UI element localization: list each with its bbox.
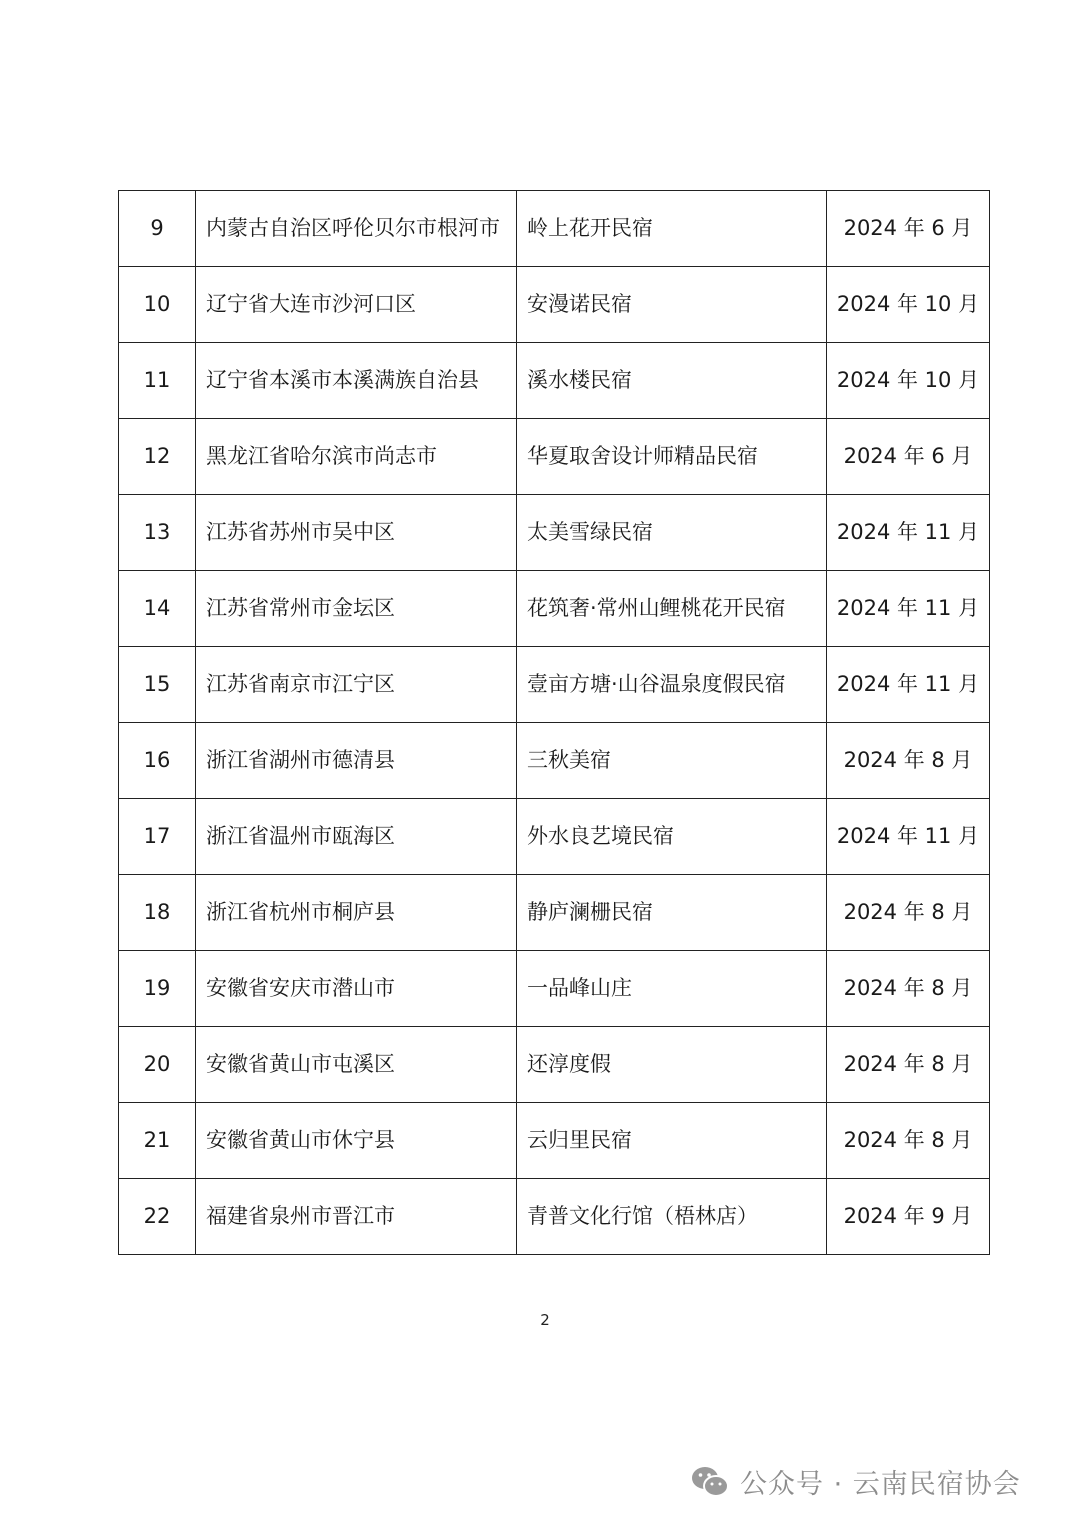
table-row (119, 799, 990, 875)
row-number-cell: 10 (119, 267, 196, 343)
table-row (119, 571, 990, 647)
region-cell: 江苏省常州市金坛区 (196, 571, 517, 647)
date-cell: 2024 年 8 月 (827, 951, 990, 1027)
table-row (119, 495, 990, 571)
row-number-cell: 9 (119, 191, 196, 267)
region-cell: 内蒙古自治区呼伦贝尔市根河市 (196, 191, 517, 267)
row-number-cell: 21 (119, 1103, 196, 1179)
accommodation-name-cell: 还淳度假 (517, 1027, 827, 1103)
accommodation-name-cell: 青普文化行馆（梧林店） (517, 1179, 827, 1255)
region-cell: 辽宁省本溪市本溪满族自治县 (196, 343, 517, 419)
row-number-cell: 17 (119, 799, 196, 875)
date-cell: 2024 年 8 月 (827, 875, 990, 951)
table-row (119, 343, 990, 419)
accommodation-name-cell: 一品峰山庄 (517, 951, 827, 1027)
region-cell: 江苏省苏州市吴中区 (196, 495, 517, 571)
row-number-cell: 14 (119, 571, 196, 647)
date-cell: 2024 年 8 月 (827, 723, 990, 799)
table-row (119, 191, 990, 267)
row-number-cell: 12 (119, 419, 196, 495)
table-body (119, 191, 990, 1255)
date-cell: 2024 年 10 月 (827, 267, 990, 343)
accommodation-name-cell: 花筑奢·常州山鲤桃花开民宿 (517, 571, 827, 647)
date-cell: 2024 年 11 月 (827, 799, 990, 875)
accommodation-name-cell: 静庐澜栅民宿 (517, 875, 827, 951)
row-number-cell: 15 (119, 647, 196, 723)
table-row (119, 1179, 990, 1255)
table-row (119, 419, 990, 495)
table-row (119, 723, 990, 799)
table-row (119, 1027, 990, 1103)
date-cell: 2024 年 11 月 (827, 495, 990, 571)
row-number-cell: 13 (119, 495, 196, 571)
watermark (690, 1462, 1021, 1501)
region-cell: 黑龙江省哈尔滨市尚志市 (196, 419, 517, 495)
table-row (119, 1103, 990, 1179)
region-cell: 江苏省南京市江宁区 (196, 647, 517, 723)
region-cell: 福建省泉州市晋江市 (196, 1179, 517, 1255)
date-cell: 2024 年 10 月 (827, 343, 990, 419)
region-cell: 安徽省黄山市休宁县 (196, 1103, 517, 1179)
accommodation-table (118, 190, 990, 1255)
region-cell: 安徽省安庆市潜山市 (196, 951, 517, 1027)
region-cell: 浙江省温州市瓯海区 (196, 799, 517, 875)
accommodation-name-cell: 华夏取舍设计师精品民宿 (517, 419, 827, 495)
table-row (119, 951, 990, 1027)
date-cell: 2024 年 11 月 (827, 571, 990, 647)
table-row (119, 647, 990, 723)
region-cell: 浙江省杭州市桐庐县 (196, 875, 517, 951)
region-cell: 浙江省湖州市德清县 (196, 723, 517, 799)
date-cell: 2024 年 8 月 (827, 1103, 990, 1179)
watermark-text: 公众号 · 云南民宿协会 (740, 1469, 1021, 1500)
row-number-cell: 22 (119, 1179, 196, 1255)
row-number-cell: 19 (119, 951, 196, 1027)
accommodation-name-cell: 外水良艺境民宿 (517, 799, 827, 875)
accommodation-name-cell: 溪水楼民宿 (517, 343, 827, 419)
date-cell: 2024 年 11 月 (827, 647, 990, 723)
region-cell: 辽宁省大连市沙河口区 (196, 267, 517, 343)
table-row (119, 267, 990, 343)
row-number-cell: 20 (119, 1027, 196, 1103)
accommodation-name-cell: 岭上花开民宿 (517, 191, 827, 267)
date-cell: 2024 年 6 月 (827, 191, 990, 267)
table-row (119, 875, 990, 951)
accommodation-name-cell: 云归里民宿 (517, 1103, 827, 1179)
accommodation-name-cell: 安漫诺民宿 (517, 267, 827, 343)
accommodation-name-cell: 三秋美宿 (517, 723, 827, 799)
page-number: 2 (540, 1311, 550, 1329)
wechat-icon (690, 1465, 730, 1499)
date-cell: 2024 年 8 月 (827, 1027, 990, 1103)
row-number-cell: 16 (119, 723, 196, 799)
row-number-cell: 11 (119, 343, 196, 419)
region-cell: 安徽省黄山市屯溪区 (196, 1027, 517, 1103)
accommodation-name-cell: 壹亩方塘·山谷温泉度假民宿 (517, 647, 827, 723)
date-cell: 2024 年 9 月 (827, 1179, 990, 1255)
accommodation-name-cell: 太美雪绿民宿 (517, 495, 827, 571)
row-number-cell: 18 (119, 875, 196, 951)
date-cell: 2024 年 6 月 (827, 419, 990, 495)
